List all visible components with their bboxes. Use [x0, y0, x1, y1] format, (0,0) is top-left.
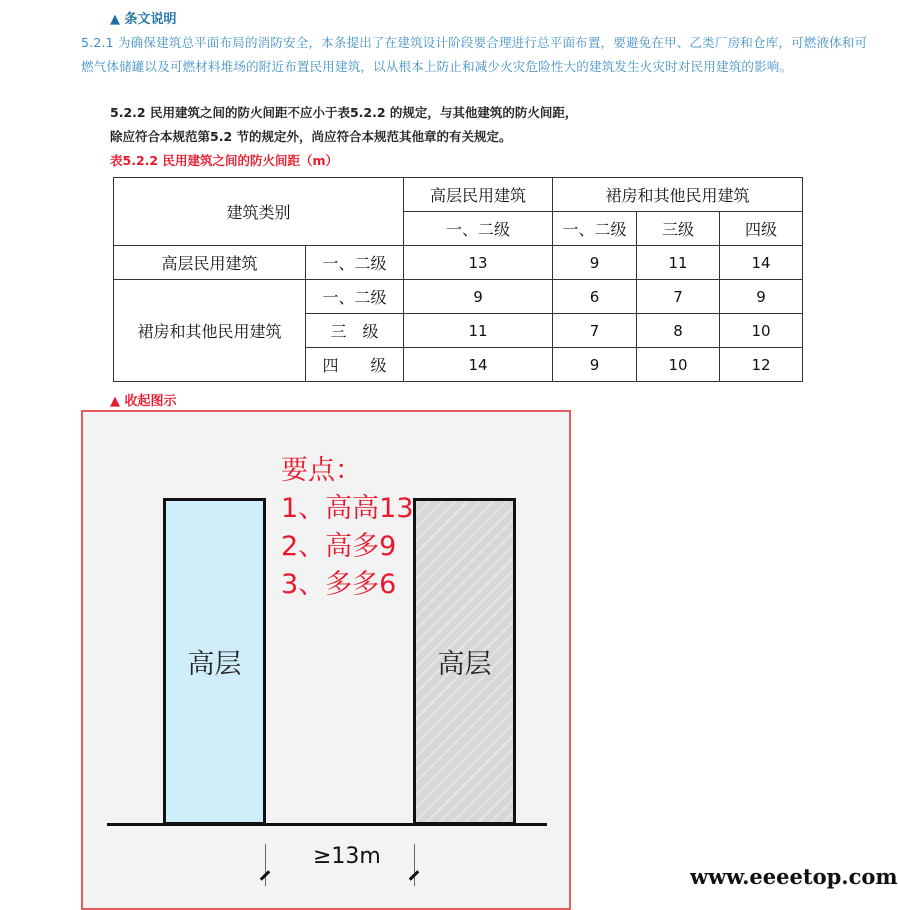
table-cell: 11 — [404, 314, 553, 348]
header-highrise: 高层民用建筑 — [404, 178, 553, 212]
ground-line — [107, 823, 547, 826]
dimension-extension-line — [265, 844, 266, 886]
table-cell: 9 — [553, 348, 637, 382]
table-cell: 10 — [720, 314, 803, 348]
left-highrise-building — [163, 498, 266, 825]
table-row — [114, 246, 803, 280]
dimension-extension-line — [414, 844, 415, 886]
header-podium: 裙房和其他民用建筑 — [553, 178, 803, 212]
fire-spacing-table — [113, 177, 803, 382]
table-cell: 10 — [637, 348, 720, 382]
key-points-title: 要点： — [281, 455, 362, 486]
clause-line-2: 除应符合本规范第5.2 节的规定外，尚应符合本规范其他章的有关规定。 — [110, 129, 512, 144]
table-cell: 11 — [637, 246, 720, 280]
table-cell: 14 — [720, 246, 803, 280]
row-highrise-label: 高层民用建筑 — [114, 246, 306, 280]
clause-line-1: 5.2.2 民用建筑之间的防火间距不应小于表5.2.2 的规定，与其他建筑的防火间距， — [110, 105, 578, 120]
explain-text: 5.2.1 为确保建筑总平面布局的消防安全，本条提出了在建筑设计阶段要合理进行总平面布置，要避免在甲、乙类厂房和仓库，可燃液体和可燃气体储罐以及可燃材料堆场的附近布置民用建筑，以从根本上防止和减少火灾危险性大的建筑发生火灾时对民用建筑的影响。 — [81, 35, 868, 74]
row-grade: 三 级 — [306, 314, 404, 348]
col-podium-grade-1: 一、二级 — [553, 212, 637, 246]
key-point-item: 3、多多6 — [281, 569, 397, 600]
table-cell: 9 — [553, 246, 637, 280]
table-cell: 7 — [637, 280, 720, 314]
row-podium-label: 裙房和其他民用建筑 — [114, 280, 306, 382]
left-building-label: 高层 — [187, 649, 242, 680]
key-points — [281, 452, 414, 604]
col-podium-grade-3: 四级 — [720, 212, 803, 246]
table-row — [114, 280, 803, 314]
table-cell: 9 — [720, 280, 803, 314]
table-cell: 14 — [404, 348, 553, 382]
key-point-item: 2、高多9 — [281, 531, 397, 562]
table-cell: 12 — [720, 348, 803, 382]
distance-label: ≥13m — [313, 844, 381, 869]
header-category: 建筑类别 — [114, 178, 404, 246]
col-podium-grade-2: 三级 — [637, 212, 720, 246]
table-title: 表5.2.2 民用建筑之间的防火间距（m） — [110, 153, 338, 168]
table-cell: 6 — [553, 280, 637, 314]
key-point-item: 1、高高13 — [281, 493, 414, 524]
right-building-label: 高层 — [437, 649, 492, 680]
table-cell: 13 — [404, 246, 553, 280]
row-grade: 四 级 — [306, 348, 404, 382]
table-cell: 7 — [553, 314, 637, 348]
table-cell: 9 — [404, 280, 553, 314]
col-highrise-grade: 一、二级 — [404, 212, 553, 246]
right-highrise-building — [413, 498, 516, 825]
watermark: www.eeeetop.com — [690, 864, 898, 889]
collapse-figure-toggle[interactable]: ▲ 收起图示 — [110, 394, 177, 409]
row-grade: 一、二级 — [306, 246, 404, 280]
explain-toggle[interactable]: ▲ 条文说明 — [110, 12, 177, 27]
spacing-figure — [81, 410, 571, 910]
row-grade: 一、二级 — [306, 280, 404, 314]
table-cell: 8 — [637, 314, 720, 348]
